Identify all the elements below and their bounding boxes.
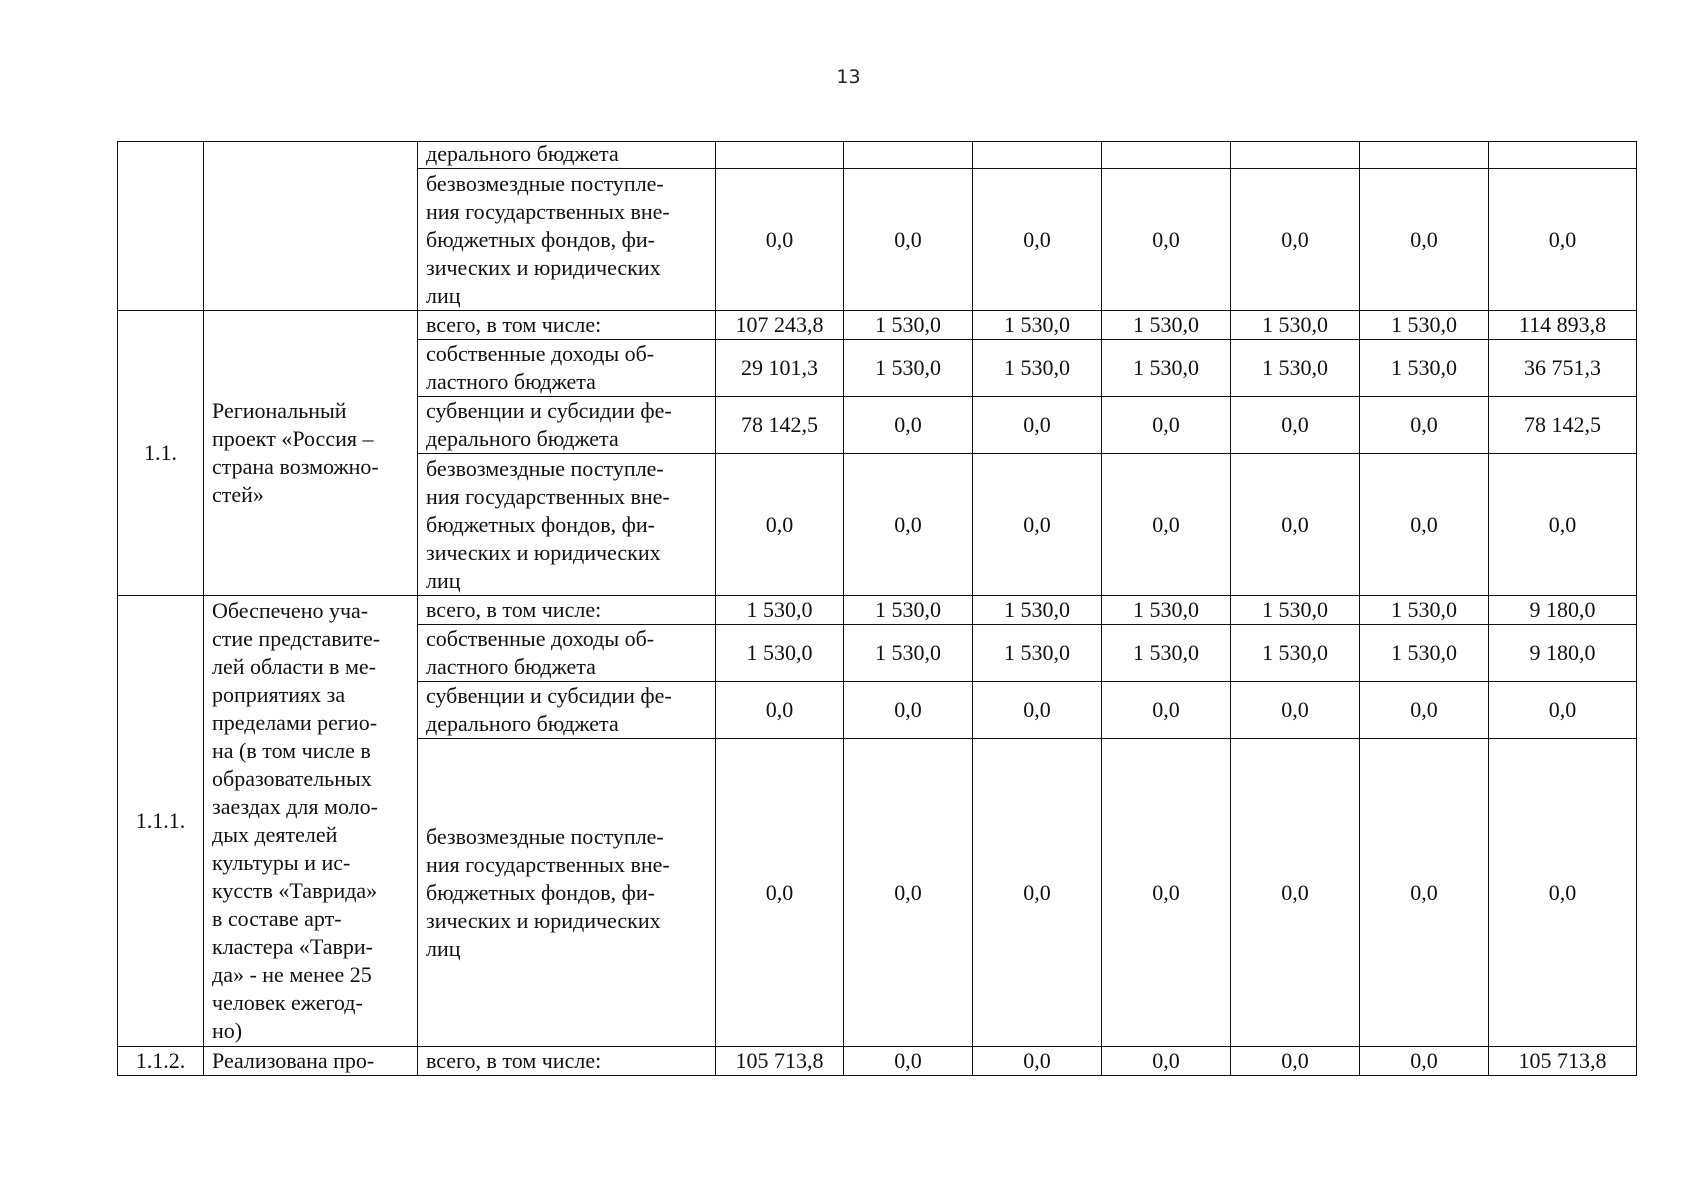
value-cell: 0,0 — [1102, 1047, 1231, 1076]
value-cell: 0,0 — [844, 1047, 973, 1076]
value-cell: 0,0 — [1231, 1047, 1360, 1076]
value-cell: 0,0 — [973, 739, 1102, 1047]
source-label: субвенции и субсидии фе- дерального бюджета — [418, 397, 716, 454]
value-cell: 0,0 — [1102, 682, 1231, 739]
value-cell — [844, 142, 973, 169]
value-cell: 1 530,0 — [973, 340, 1102, 397]
budget-table — [117, 141, 1637, 1076]
value-cell: 0,0 — [844, 454, 973, 596]
value-cell: 9 180,0 — [1489, 625, 1637, 682]
row-name: Реализована про- — [204, 1047, 418, 1076]
value-cell: 78 142,5 — [716, 397, 844, 454]
row-code: 1.1.2. — [118, 1047, 204, 1076]
source-label: всего, в том числе: — [418, 1047, 716, 1076]
value-cell: 1 530,0 — [1360, 596, 1489, 625]
value-cell: 0,0 — [973, 397, 1102, 454]
value-cell: 1 530,0 — [1231, 596, 1360, 625]
value-cell: 0,0 — [1231, 739, 1360, 1047]
value-cell — [973, 142, 1102, 169]
value-cell: 0,0 — [1231, 682, 1360, 739]
value-cell: 0,0 — [1360, 169, 1489, 311]
source-label: всего, в том числе: — [418, 596, 716, 625]
value-cell: 1 530,0 — [1360, 340, 1489, 397]
value-cell: 29 101,3 — [716, 340, 844, 397]
value-cell: 0,0 — [973, 1047, 1102, 1076]
page-number: 13 — [836, 66, 861, 88]
value-cell: 0,0 — [1489, 739, 1637, 1047]
value-cell: 0,0 — [1102, 739, 1231, 1047]
value-cell: 0,0 — [1102, 454, 1231, 596]
value-cell: 1 530,0 — [716, 596, 844, 625]
table-row — [118, 311, 1637, 340]
value-cell: 0,0 — [1231, 397, 1360, 454]
value-cell: 0,0 — [1489, 454, 1637, 596]
value-cell: 0,0 — [1360, 454, 1489, 596]
value-cell: 1 530,0 — [1360, 311, 1489, 340]
value-cell: 0,0 — [1231, 454, 1360, 596]
value-cell: 114 893,8 — [1489, 311, 1637, 340]
table-row — [118, 596, 1637, 625]
value-cell: 0,0 — [844, 397, 973, 454]
source-label: безвозмездные поступле- ния государственных вне- бюджетных фондов, фи- зических и юридических лиц — [418, 454, 716, 596]
value-cell: 1 530,0 — [1231, 340, 1360, 397]
value-cell: 1 530,0 — [973, 596, 1102, 625]
value-cell: 1 530,0 — [1360, 625, 1489, 682]
value-cell: 0,0 — [716, 454, 844, 596]
table-row — [118, 142, 1637, 169]
value-cell: 1 530,0 — [844, 340, 973, 397]
value-cell: 105 713,8 — [716, 1047, 844, 1076]
value-cell: 0,0 — [1360, 739, 1489, 1047]
value-cell: 0,0 — [844, 682, 973, 739]
value-cell: 1 530,0 — [1231, 311, 1360, 340]
value-cell: 1 530,0 — [716, 625, 844, 682]
source-label: всего, в том числе: — [418, 311, 716, 340]
value-cell: 105 713,8 — [1489, 1047, 1637, 1076]
value-cell: 0,0 — [1360, 1047, 1489, 1076]
value-cell: 0,0 — [844, 739, 973, 1047]
value-cell — [1231, 142, 1360, 169]
value-cell: 0,0 — [1360, 397, 1489, 454]
value-cell: 1 530,0 — [1102, 625, 1231, 682]
source-label: субвенции и субсидии фе- дерального бюджета — [418, 682, 716, 739]
value-cell: 78 142,5 — [1489, 397, 1637, 454]
value-cell: 0,0 — [716, 682, 844, 739]
value-cell: 0,0 — [1102, 169, 1231, 311]
source-label: безвозмездные поступле- ния государственных вне- бюджетных фондов, фи- зических и юридических лиц — [418, 169, 716, 311]
value-cell: 0,0 — [973, 169, 1102, 311]
value-cell: 1 530,0 — [1102, 596, 1231, 625]
value-cell: 36 751,3 — [1489, 340, 1637, 397]
value-cell: 1 530,0 — [1102, 311, 1231, 340]
value-cell: 0,0 — [1489, 682, 1637, 739]
value-cell: 1 530,0 — [973, 311, 1102, 340]
value-cell: 0,0 — [973, 682, 1102, 739]
value-cell: 1 530,0 — [1102, 340, 1231, 397]
source-label: безвозмездные поступле- ния государственных вне- бюджетных фондов, фи- зических и юридических лиц — [418, 739, 716, 1047]
value-cell: 1 530,0 — [973, 625, 1102, 682]
value-cell: 1 530,0 — [844, 596, 973, 625]
value-cell: 9 180,0 — [1489, 596, 1637, 625]
value-cell: 0,0 — [1231, 169, 1360, 311]
value-cell: 0,0 — [1360, 682, 1489, 739]
value-cell — [1102, 142, 1231, 169]
source-label: дерального бюджета — [418, 142, 716, 169]
value-cell: 1 530,0 — [844, 625, 973, 682]
value-cell: 0,0 — [1102, 397, 1231, 454]
value-cell: 0,0 — [716, 739, 844, 1047]
value-cell: 0,0 — [844, 169, 973, 311]
value-cell — [1489, 142, 1637, 169]
row-name: Региональный проект «Россия – страна возможно- стей» — [204, 311, 418, 596]
value-cell: 1 530,0 — [1231, 625, 1360, 682]
value-cell: 0,0 — [716, 169, 844, 311]
row-code: 1.1.1. — [118, 596, 204, 1047]
value-cell: 1 530,0 — [844, 311, 973, 340]
value-cell — [1360, 142, 1489, 169]
row-name — [204, 142, 418, 311]
source-label: собственные доходы об- ластного бюджета — [418, 340, 716, 397]
value-cell: 0,0 — [1489, 169, 1637, 311]
row-code — [118, 142, 204, 311]
value-cell: 0,0 — [973, 454, 1102, 596]
row-code: 1.1. — [118, 311, 204, 596]
table-row — [118, 1047, 1637, 1076]
value-cell: 107 243,8 — [716, 311, 844, 340]
row-name: Обеспечено уча- стие представите- лей области в ме- роприятиях за пределами регио- на (в том числе в образовательных заездах для моло- дых деятелей культуры и ис- кусств «Таврида» в составе арт- кластера «Таври- да» - не менее 25 человек ежегод- но) — [204, 596, 418, 1047]
value-cell — [716, 142, 844, 169]
source-label: собственные доходы об- ластного бюджета — [418, 625, 716, 682]
